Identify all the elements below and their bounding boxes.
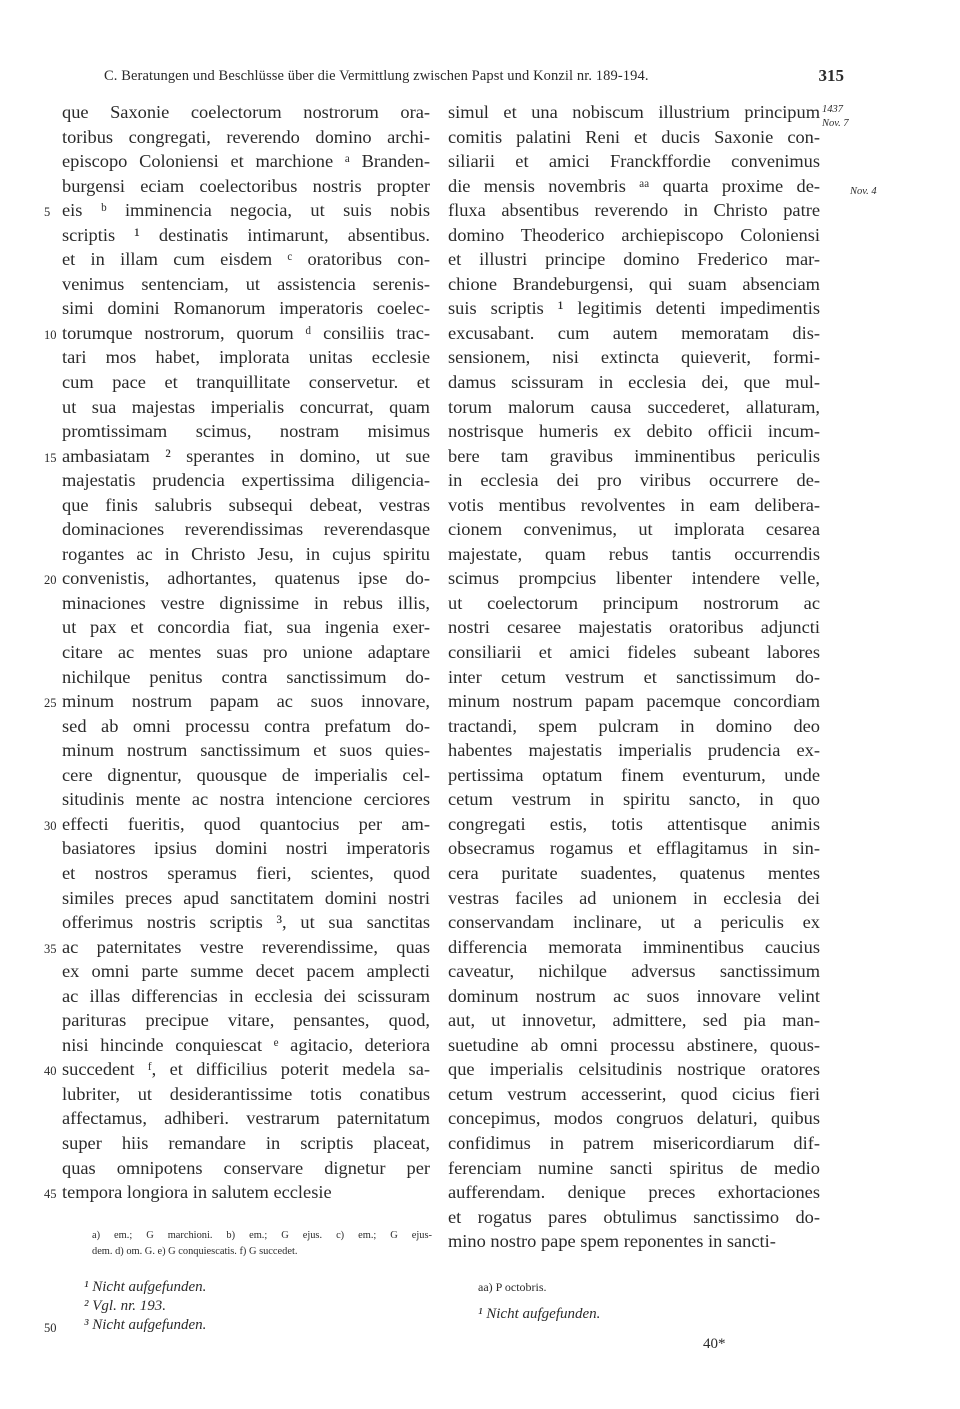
footnote: ¹ Nicht aufgefunden. (84, 1279, 207, 1295)
text-line: super hiis remandare in scriptis placeat, (62, 1132, 430, 1153)
text-line: confidimus in patrem misericordiarum dif- (448, 1132, 820, 1153)
text-line: simul et una nobiscum illustrium principum (448, 102, 820, 122)
text-line: quas omnipotens conservare dignetur per (62, 1157, 430, 1178)
text-line: domino Theoderico archiepiscopo Coloniensi (448, 224, 820, 245)
text-line: scimus prompcius libenter intendere velle, (448, 568, 820, 589)
text-line: similes preces apud sanctitatem domini nostri (62, 887, 430, 908)
page-number: 315 (818, 66, 844, 85)
text-line: die mensis novembris ᵃᵃ quarta proxime de- (448, 175, 820, 196)
apparatus-line: a) em.; G marchioni. b) em.; G ejus. c) em.; G ejus- (92, 1230, 432, 1241)
text-line: cetum vestrum accesserint, quod cicius fieri (448, 1083, 820, 1104)
footnote-variant: aa) P octobris. (478, 1280, 547, 1294)
text-line: minum nostrum sanctissimum et suos quies- (62, 740, 430, 761)
text-line: rogantes ac in Christo Jesu, in cujus spiritu (62, 543, 430, 564)
text-line: que imperialis celsitudinis nostrique oratores (448, 1059, 820, 1080)
text-line: burgensi eciam coelectoribus nostris propter (62, 175, 430, 196)
text-line: tempora longiora in salutem ecclesie (62, 1182, 332, 1203)
text-line: concepimus, modos congruos delaturi, quibus (448, 1108, 820, 1129)
text-line: eis ᵇ imminencia negocia, ut suis nobis (62, 200, 430, 221)
text-line: caveatur, nichilque adversus sanctissimum (448, 961, 820, 982)
critical-apparatus (92, 1228, 432, 1260)
text-line: pertissima optatum finem eventurum, unde (448, 764, 820, 785)
running-header (104, 68, 844, 90)
text-line: minum nostrum papam ac suos innovare, (62, 691, 430, 712)
margin-year: 1437 (822, 104, 843, 115)
text-line: habentes majestatis imperialis prudencia ex- (448, 740, 820, 761)
text-line: situdinis mente ac nostra intencione cerciores (62, 789, 430, 810)
line-number: 45 (44, 1187, 57, 1202)
text-line: minum nostrum papam pacemque concordiam (448, 691, 820, 712)
text-line: vestras faciles ad unionem in ecclesia dei (448, 887, 820, 908)
text-line: promtissimam scimus, nostram misimus (62, 421, 430, 442)
text-line: parituras precipue vitare, pensantes, quod, (62, 1010, 430, 1031)
line-number: 15 (44, 450, 57, 465)
text-line: minaciones vestre dignissime in rebus illis, (62, 592, 430, 613)
text-line: obsecramus rogamus et efflagitamus in sin- (448, 838, 820, 859)
text-line: consiliarii et amici fideles subeant labores (448, 642, 820, 663)
text-line: torum malorum causa succederet, allaturam, (448, 396, 820, 417)
line-number: 35 (44, 941, 57, 956)
text-line: fluxa absentibus reverendo in Christo patre (448, 200, 820, 221)
line-number: 40 (44, 1064, 57, 1079)
text-line: excusabant. cum autem memoratam dis- (448, 322, 820, 343)
text-line: comitis palatini Reni et ducis Saxonie con- (448, 126, 820, 147)
text-line: suetudine ab omni processu abstinere, quous- (448, 1034, 820, 1055)
text-line: in ecclesia dei pro viribus occurrere de- (448, 470, 820, 491)
text-line: congregati estis, totis attentisque animis (448, 813, 820, 834)
text-line: que Saxonie coelectorum nostrorum ora- (62, 102, 430, 122)
text-line: majestate, quam rebus tantis occurrendis (448, 543, 820, 564)
text-line: inter cetum vestrum et sanctissimum do- (448, 666, 820, 687)
text-line: nostrisque humeris ex debito officii incum- (448, 421, 820, 442)
text-line: sensionem, nisi extincta quieverit, formi- (448, 347, 820, 368)
text-line: cionem convenimus, ut implorata cesarea (448, 519, 820, 540)
text-line: tari mos habet, implorata unitas ecclesie (62, 347, 430, 368)
footnote: ¹ Nicht aufgefunden. (478, 1306, 601, 1322)
text-line: chione Brandeburgensi, qui suam absenciam (448, 273, 820, 294)
text-line: basiatores ipsius domini nostri imperatoris (62, 838, 430, 859)
text-line: dominum nostrum ac suos innovare velint (448, 985, 820, 1006)
header-title: C. Beratungen und Beschlüsse über die Vermittlung zwischen Papst und Konzil nr. 189-194. (104, 68, 649, 84)
line-number: 50 (44, 1321, 57, 1335)
text-line: cum pace et tranquillitate conservetur. et (62, 372, 430, 393)
text-line: cera puritate suadentes, quatenus mentes (448, 862, 820, 883)
footnote: ² Vgl. nr. 193. (84, 1298, 167, 1314)
text-line: et in illam cum eisdem ᶜ oratoribus con- (62, 249, 430, 270)
text-line: cere dignentur, quousque de imperialis cel- (62, 764, 430, 785)
text-line: simi domini Romanorum imperatoris coelec- (62, 298, 430, 319)
text-line: ut sua majestas imperialis concurrat, quam (62, 396, 430, 417)
text-line: sed ab omni processu contra prefatum do- (62, 715, 430, 736)
text-line: ac illas differencias in ecclesia dei scissuram (62, 985, 430, 1006)
text-line: votis mentibus revolventes in eam delibera- (448, 494, 820, 515)
footnote: ³ Nicht aufgefunden. (84, 1317, 207, 1333)
text-line: siliarii et amici Franckffordie convenimus (448, 151, 820, 172)
text-line: ferenciam numine sancti spiritus de medio (448, 1157, 820, 1178)
text-line: que finis salubris subsequi debeat, vestras (62, 494, 430, 515)
text-line: tractandi, spem pulcram in domino deo (448, 715, 820, 736)
text-line: ut pax et concordia fiat, sua ingenia exer- (62, 617, 430, 638)
text-line: effecti fueritis, quod quantocius per am- (62, 813, 430, 834)
text-line: differencia memorata imminentibus caucius (448, 936, 820, 957)
right-column (448, 100, 820, 1254)
text-line: cetum vestrum in spiritu sancto, in quo (448, 789, 820, 810)
text-line: succedent ᶠ, et difficilius poterit medela sa- (62, 1059, 430, 1080)
text-line: conservandam inclinare, ut a periculis ex (448, 912, 820, 933)
text-line: lubriter, ut desiderantissime totis conatibus (62, 1083, 430, 1104)
text-line: dominaciones reverendissimas reverendasque (62, 519, 430, 540)
text-line: venimus sentenciam, ut assistencia serenis- (62, 273, 430, 294)
text-line: scriptis ¹ destinatis intimarunt, absentibus. (62, 224, 430, 245)
text-line: torumque nostrorum, quorum ᵈ consiliis trac- (62, 322, 430, 343)
text-line: offerimus nostris scriptis ³, ut sua sanctitas (62, 912, 430, 933)
text-line: ex omni parte summe decet pacem amplecti (62, 961, 430, 982)
text-line: episcopo Coloniensi et marchione ᵃ Branden- (62, 151, 430, 172)
text-line: nichilque penitus contra sanctissimum do- (62, 666, 430, 687)
left-column (62, 100, 430, 1205)
margin-date-1: Nov. 7 (822, 118, 849, 129)
text-line: et nostros speramus fieri, scientes, quod (62, 862, 430, 883)
line-number: 30 (44, 818, 57, 833)
line-number: 5 (44, 205, 51, 220)
text-line: et rogatus pares obtulimus sanctissimo do- (448, 1206, 820, 1227)
text-line: ambasiatam ² sperantes in domino, ut sue (62, 445, 430, 466)
footnotes-left (84, 1278, 206, 1335)
line-number: 20 (44, 573, 57, 588)
text-line: ut coelectorum principum nostrorum ac (448, 592, 820, 613)
text-line: aufferendam. denique preces exhortaciones (448, 1182, 820, 1203)
text-line: majestatis prudencia expertissima diligencia- (62, 470, 430, 491)
text-line: toribus congregati, reverendo domino archi- (62, 126, 430, 147)
apparatus-line: dem. d) om. G. e) G conquiescatis. f) G succedet. (92, 1246, 298, 1257)
footnotes-right (478, 1278, 600, 1324)
line-number: 10 (44, 327, 57, 342)
text-line: aut, ut innovetur, admittere, sed pia man- (448, 1010, 820, 1031)
text-line: damus scissuram in ecclesia dei, que mul- (448, 372, 820, 393)
text-line: et illustri principe domino Frederico mar- (448, 249, 820, 270)
text-line: suis scriptis ¹ legitimis detenti impedimentis (448, 298, 820, 319)
text-line: mino nostro pape spem reponentes in sancti- (448, 1231, 776, 1252)
text-line: affectamus, adhiberi. vestrarum paternitatum (62, 1108, 430, 1129)
text-line: citare ac mentes suas pro unione adaptare (62, 642, 430, 663)
signature-mark: 40* (703, 1336, 726, 1352)
line-number: 25 (44, 696, 57, 711)
margin-date-2: Nov. 4 (850, 186, 877, 197)
text-line: convenistis, adhortantes, quatenus ipse do- (62, 568, 430, 589)
text-line: nostri cesaree majestatis oratoribus adjuncti (448, 617, 820, 638)
text-line: bere tam gravibus imminentibus periculis (448, 445, 820, 466)
text-line: ac paternitates vestre reverendissime, quas (62, 936, 430, 957)
text-line: nisi hincinde conquiescat ᵉ agitacio, deteriora (62, 1034, 430, 1055)
